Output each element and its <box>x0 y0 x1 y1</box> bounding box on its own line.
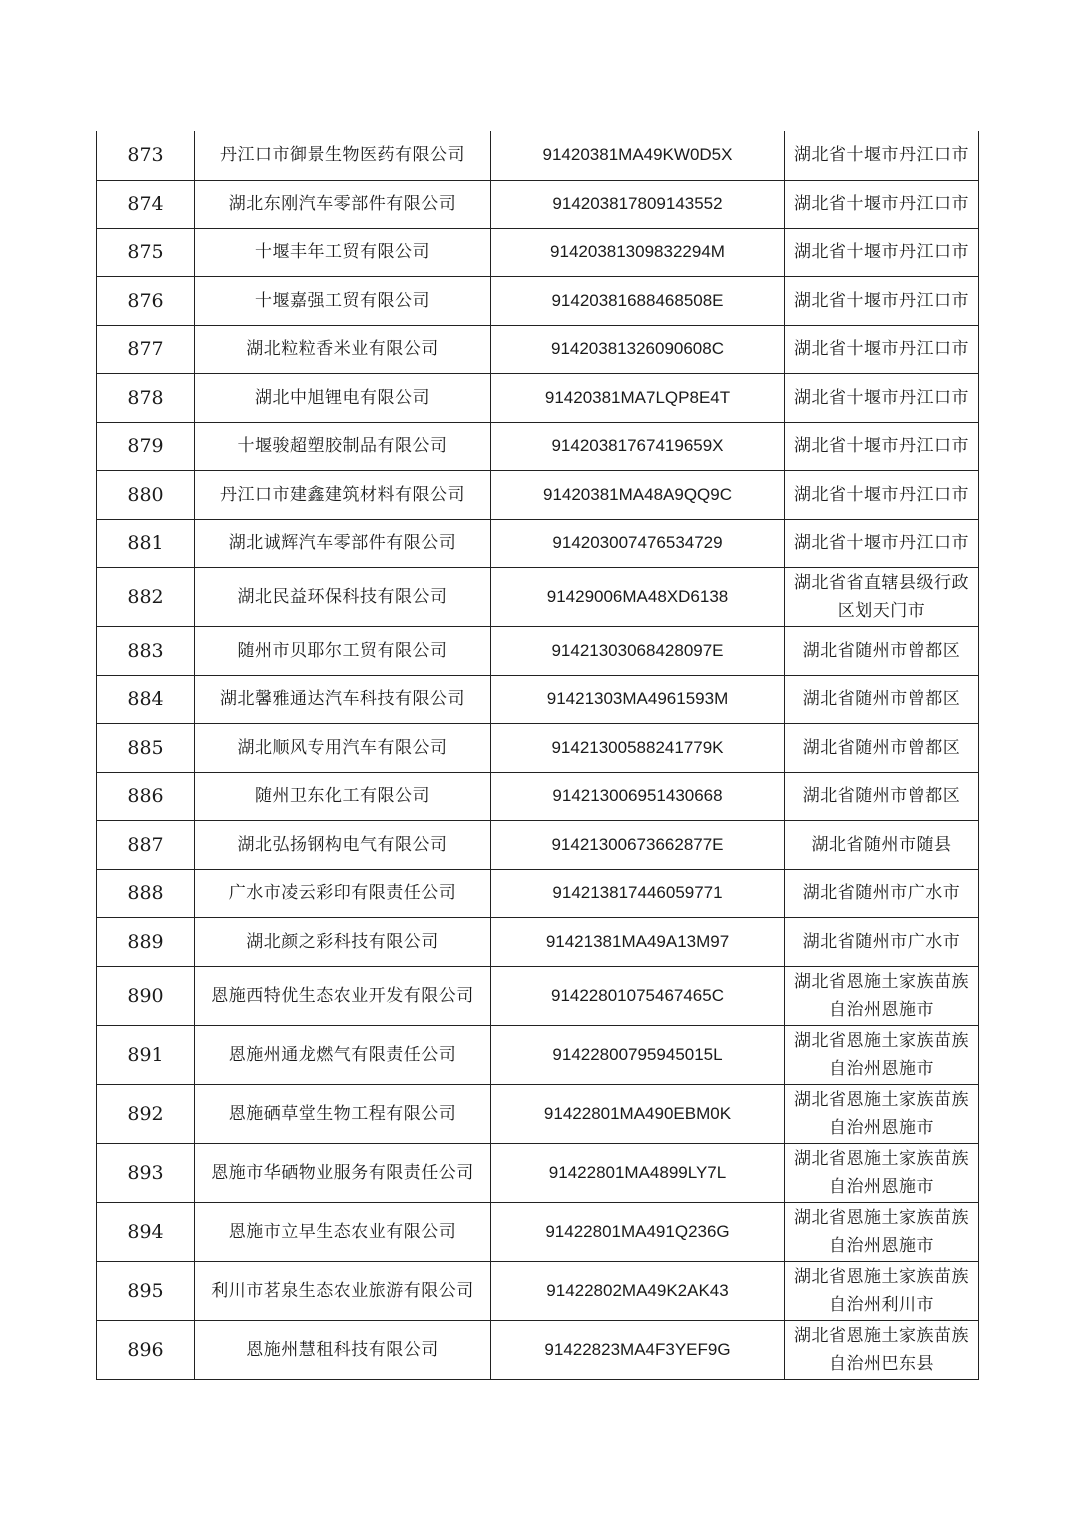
row-number-cell <box>97 626 195 675</box>
row-number-cell <box>97 772 195 820</box>
row-number-cell <box>97 917 195 966</box>
row-number: 876 <box>127 289 164 312</box>
row-number-cell <box>97 1084 195 1143</box>
region: 湖北省省直辖县级行政区划天门市 <box>794 572 969 621</box>
company-name: 恩施硒草堂生物工程有限公司 <box>228 1103 457 1124</box>
credit-code-cell <box>491 276 785 325</box>
region-cell <box>785 276 979 325</box>
credit-code-cell <box>491 1202 785 1261</box>
row-number-cell <box>97 966 195 1025</box>
row-number: 879 <box>127 435 164 457</box>
row-number-cell <box>97 1202 195 1261</box>
credit-code: 91429006MA48XD6138 <box>546 586 729 606</box>
credit-code: 91420381326090608C <box>550 339 724 358</box>
company-name: 恩施市华硒物业服务有限责任公司 <box>211 1162 474 1183</box>
region: 湖北省十堰市丹江口市 <box>794 484 969 505</box>
region-cell <box>785 626 979 675</box>
credit-code: 91422801MA490EBM0K <box>543 1103 732 1123</box>
credit-code-cell <box>491 519 785 567</box>
row-number-cell <box>97 820 195 869</box>
credit-code: 91420381309832294M <box>550 242 725 261</box>
row-number: 891 <box>127 1043 164 1066</box>
table-row <box>97 966 979 1025</box>
row-number: 893 <box>127 1161 164 1184</box>
region: 湖北省恩施土家族苗族自治州恩施市 <box>794 1148 969 1197</box>
row-number: 887 <box>127 833 164 856</box>
region: 湖北省恩施土家族苗族自治州恩施市 <box>794 1030 969 1079</box>
region-cell <box>785 1025 979 1084</box>
region-cell <box>785 723 979 772</box>
company-name: 湖北粒粒香米业有限公司 <box>246 339 439 359</box>
credit-code-cell <box>491 917 785 966</box>
row-number: 886 <box>127 785 164 807</box>
company-name-cell <box>195 869 491 917</box>
company-name-cell <box>195 626 491 675</box>
region-cell <box>785 966 979 1025</box>
credit-code-cell <box>491 422 785 470</box>
region-cell <box>785 917 979 966</box>
credit-code: 91422802MA49K2AK43 <box>546 1280 729 1300</box>
credit-code-cell <box>491 820 785 869</box>
credit-code-cell <box>491 1261 785 1320</box>
table-row <box>97 180 979 228</box>
region: 湖北省随州市曾都区 <box>802 640 961 661</box>
credit-code: 914213817446059771 <box>552 883 723 902</box>
company-name-cell <box>195 1261 491 1320</box>
region-cell <box>785 470 979 519</box>
credit-code-cell <box>491 1084 785 1143</box>
table-row <box>97 567 979 626</box>
credit-code-cell <box>491 772 785 820</box>
table-row <box>97 276 979 325</box>
row-number-cell <box>97 276 195 325</box>
table-row <box>97 1025 979 1084</box>
company-name: 随州市贝耶尔工贸有限公司 <box>237 640 448 661</box>
row-number: 880 <box>127 483 164 506</box>
company-name: 十堰骏超塑胶制品有限公司 <box>237 436 448 456</box>
credit-code: 91421300673662877E <box>551 834 724 854</box>
region: 湖北省恩施土家族苗族自治州巴东县 <box>794 1325 969 1374</box>
region: 湖北省恩施土家族苗族自治州恩施市 <box>794 1089 969 1138</box>
credit-code-cell <box>491 470 785 519</box>
table-row <box>97 1320 979 1379</box>
row-number-cell <box>97 470 195 519</box>
region: 湖北省恩施土家族苗族自治州恩施市 <box>794 971 969 1020</box>
company-name: 湖北弘扬钢构电气有限公司 <box>237 834 448 855</box>
row-number: 881 <box>127 532 164 554</box>
company-name: 利川市茗泉生态农业旅游有限公司 <box>211 1280 474 1301</box>
credit-code-cell <box>491 325 785 373</box>
table-row <box>97 869 979 917</box>
region: 湖北省十堰市丹江口市 <box>794 194 969 214</box>
region: 湖北省十堰市丹江口市 <box>794 387 969 408</box>
credit-code: 91422801MA4899LY7L <box>548 1162 727 1182</box>
credit-code-cell <box>491 228 785 276</box>
credit-code: 91421303068428097E <box>551 640 724 660</box>
row-number: 875 <box>127 241 164 263</box>
company-name-cell <box>195 180 491 228</box>
row-number-cell <box>97 1025 195 1084</box>
region-cell <box>785 325 979 373</box>
credit-code-cell <box>491 966 785 1025</box>
region-cell <box>785 820 979 869</box>
row-number: 883 <box>127 639 164 662</box>
row-number-cell <box>97 1320 195 1379</box>
table-row <box>97 325 979 373</box>
region: 湖北省随州市曾都区 <box>802 786 961 806</box>
row-number: 896 <box>127 1338 164 1361</box>
credit-code: 91420381MA7LQP8E4T <box>544 387 731 407</box>
credit-code-cell <box>491 180 785 228</box>
company-name: 十堰嘉强工贸有限公司 <box>255 290 430 311</box>
company-name-cell <box>195 567 491 626</box>
table-row <box>97 1084 979 1143</box>
credit-code: 91420381767419659X <box>551 436 724 455</box>
company-name: 湖北中旭锂电有限公司 <box>255 387 430 408</box>
region-cell <box>785 228 979 276</box>
row-number-cell <box>97 1261 195 1320</box>
credit-code: 91421303MA4961593M <box>546 689 729 708</box>
region: 湖北省随州市广水市 <box>802 931 961 952</box>
region-cell <box>785 422 979 470</box>
row-number: 874 <box>127 193 164 215</box>
company-name-cell <box>195 917 491 966</box>
row-number-cell <box>97 519 195 567</box>
table-row <box>97 228 979 276</box>
company-name-cell <box>195 470 491 519</box>
company-name: 随州卫东化工有限公司 <box>255 786 430 806</box>
company-name-cell <box>195 820 491 869</box>
table-row <box>97 470 979 519</box>
credit-code: 91420381688468508E <box>551 290 724 310</box>
row-number-cell <box>97 1143 195 1202</box>
company-name: 广水市凌云彩印有限责任公司 <box>228 883 457 903</box>
region-cell <box>785 675 979 723</box>
company-list-table <box>96 131 979 1380</box>
row-number: 895 <box>127 1279 164 1302</box>
credit-code: 91422800795945015L <box>552 1044 723 1064</box>
company-name-cell <box>195 373 491 422</box>
company-name-cell <box>195 276 491 325</box>
credit-code: 914203817809143552 <box>552 194 723 213</box>
credit-code: 91420381MA49KW0D5X <box>542 145 733 165</box>
row-number-cell <box>97 567 195 626</box>
credit-code-cell <box>491 869 785 917</box>
company-name-cell <box>195 1320 491 1379</box>
region-cell <box>785 131 979 180</box>
row-number: 889 <box>127 930 164 953</box>
credit-code-cell <box>491 131 785 180</box>
row-number: 894 <box>127 1220 164 1243</box>
region-cell <box>785 1084 979 1143</box>
region-cell <box>785 1202 979 1261</box>
company-name-cell <box>195 228 491 276</box>
row-number: 888 <box>127 882 164 904</box>
company-name: 恩施市立早生态农业有限公司 <box>228 1221 457 1242</box>
row-number: 892 <box>127 1102 164 1125</box>
company-name: 恩施州通龙燃气有限责任公司 <box>228 1044 457 1065</box>
row-number: 882 <box>127 585 164 608</box>
credit-code-cell <box>491 567 785 626</box>
credit-code: 91422801MA491Q236G <box>545 1221 730 1241</box>
table-row <box>97 917 979 966</box>
company-name-cell <box>195 1025 491 1084</box>
credit-code-cell <box>491 1025 785 1084</box>
row-number: 890 <box>127 984 164 1007</box>
region: 湖北省十堰市丹江口市 <box>794 533 969 553</box>
table-row <box>97 675 979 723</box>
company-name-cell <box>195 1084 491 1143</box>
company-name: 湖北诚辉汽车零部件有限公司 <box>228 533 457 553</box>
region-cell <box>785 1143 979 1202</box>
table-row <box>97 422 979 470</box>
region-cell <box>785 772 979 820</box>
credit-code: 91420381MA48A9QQ9C <box>542 484 733 504</box>
credit-code-cell <box>491 1143 785 1202</box>
company-name-cell <box>195 519 491 567</box>
row-number-cell <box>97 228 195 276</box>
row-number: 884 <box>127 688 164 710</box>
company-name-cell <box>195 422 491 470</box>
table-row <box>97 1143 979 1202</box>
table-row <box>97 820 979 869</box>
company-name-cell <box>195 966 491 1025</box>
table-row <box>97 772 979 820</box>
company-name: 湖北东刚汽车零部件有限公司 <box>228 194 457 214</box>
company-name: 湖北颜之彩科技有限公司 <box>246 931 439 952</box>
row-number: 877 <box>127 338 164 360</box>
table-row <box>97 1202 979 1261</box>
company-name: 恩施西特优生态农业开发有限公司 <box>211 985 474 1006</box>
region: 湖北省随州市随县 <box>811 834 952 855</box>
credit-code: 91421300588241779K <box>551 737 724 757</box>
table-row <box>97 519 979 567</box>
company-name-cell <box>195 723 491 772</box>
company-name-cell <box>195 1202 491 1261</box>
credit-code-cell <box>491 626 785 675</box>
region: 湖北省十堰市丹江口市 <box>794 290 969 311</box>
credit-code: 914213006951430668 <box>552 786 723 805</box>
company-name: 丹江口市建鑫建筑材料有限公司 <box>220 484 465 505</box>
table-row <box>97 373 979 422</box>
row-number: 885 <box>127 736 164 759</box>
company-name: 丹江口市御景生物医药有限公司 <box>220 145 465 166</box>
company-name: 湖北顺风专用汽车有限公司 <box>237 737 448 758</box>
credit-code-cell <box>491 723 785 772</box>
region-cell <box>785 519 979 567</box>
company-name-cell <box>195 131 491 180</box>
row-number: 878 <box>127 386 164 409</box>
region: 湖北省十堰市丹江口市 <box>794 242 969 262</box>
row-number-cell <box>97 325 195 373</box>
row-number-cell <box>97 723 195 772</box>
company-name-cell <box>195 675 491 723</box>
region-cell <box>785 373 979 422</box>
region: 湖北省随州市广水市 <box>802 883 961 903</box>
region: 湖北省随州市曾都区 <box>802 737 961 758</box>
row-number-cell <box>97 675 195 723</box>
region: 湖北省十堰市丹江口市 <box>794 145 969 166</box>
credit-code: 91422823MA4F3YEF9G <box>544 1339 731 1359</box>
row-number-cell <box>97 180 195 228</box>
company-name: 恩施州慧租科技有限公司 <box>246 1339 439 1360</box>
region-cell <box>785 869 979 917</box>
region-cell <box>785 1261 979 1320</box>
company-name: 十堰丰年工贸有限公司 <box>255 242 430 262</box>
credit-code-cell <box>491 675 785 723</box>
region: 湖北省恩施土家族苗族自治州利川市 <box>794 1266 969 1315</box>
region: 湖北省十堰市丹江口市 <box>794 339 969 359</box>
region: 湖北省恩施土家族苗族自治州恩施市 <box>794 1207 969 1256</box>
credit-code: 914203007476534729 <box>552 533 723 552</box>
row-number-cell <box>97 869 195 917</box>
row-number-cell <box>97 373 195 422</box>
company-name: 湖北民益环保科技有限公司 <box>237 586 448 607</box>
company-name-cell <box>195 772 491 820</box>
table-row <box>97 1261 979 1320</box>
row-number-cell <box>97 131 195 180</box>
row-number: 873 <box>127 144 164 167</box>
company-name: 湖北馨雅通达汽车科技有限公司 <box>220 689 465 709</box>
company-name-cell <box>195 325 491 373</box>
credit-code: 91421381MA49A13M97 <box>545 931 730 951</box>
table-body <box>97 131 979 1379</box>
region-cell <box>785 180 979 228</box>
row-number-cell <box>97 422 195 470</box>
table-row <box>97 723 979 772</box>
region-cell <box>785 1320 979 1379</box>
region: 湖北省随州市曾都区 <box>802 689 961 709</box>
table-row <box>97 626 979 675</box>
company-name-cell <box>195 1143 491 1202</box>
credit-code-cell <box>491 373 785 422</box>
credit-code: 91422801075467465C <box>550 985 724 1005</box>
region: 湖北省十堰市丹江口市 <box>794 436 969 456</box>
region-cell <box>785 567 979 626</box>
table-row <box>97 131 979 180</box>
credit-code-cell <box>491 1320 785 1379</box>
